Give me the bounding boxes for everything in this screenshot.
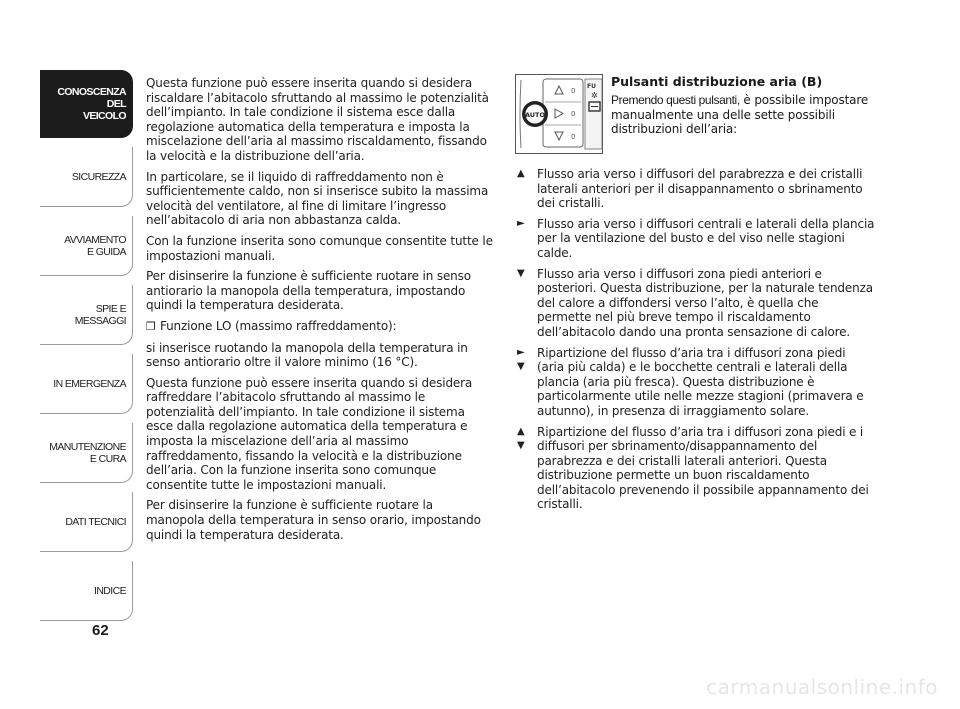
arrow-icon: ▲ xyxy=(517,168,525,179)
page-number: 62 xyxy=(92,622,109,639)
list-item xyxy=(515,267,875,340)
climate-panel-illustration xyxy=(515,74,603,154)
lo-function-title xyxy=(146,319,494,335)
list-item-text: Flusso aria verso i diffusori zona piedi anteriori e posteriori. Questa distribuzione, per la naturale tendenza del calore a diffondersi verso l’alto, è quella che permette nel più breve tempo il riscaldamento dell’abitacolo dando una pronta sensazione di calore. xyxy=(537,266,873,339)
sidebar-tab-6[interactable] xyxy=(40,492,133,552)
svg-text:0: 0 xyxy=(571,110,576,118)
sidebar-tab-0[interactable] xyxy=(40,70,133,138)
sidebar-tab-label: DEL xyxy=(106,97,126,110)
sidebar-tab-label: AVVIAMENTO xyxy=(64,233,126,246)
section-heading: Pulsanti distribuzione aria (B) xyxy=(611,74,823,89)
paragraph-4: Per disinserire la funzione è sufficiente ruotare in senso antiorario la manopola della temperatura, impostando quindi la temperatura desiderata. xyxy=(146,269,471,313)
sidebar-tab-5[interactable] xyxy=(40,423,133,483)
paragraph-3: Con la funzione inserita sono comunque consentite tutte le impostazioni manuali. xyxy=(146,233,493,263)
air-distribution-list xyxy=(515,167,875,518)
distribution-arrow-icon xyxy=(517,267,533,282)
list-item xyxy=(515,425,875,513)
sidebar-tab-3[interactable] xyxy=(40,285,133,345)
lo-function-label: Funzione LO (massimo raffreddamento): xyxy=(160,318,397,333)
sidebar-tab-7[interactable] xyxy=(40,561,133,621)
svg-text:FU: FU xyxy=(587,83,596,90)
arrow-icon: ▼ xyxy=(517,267,525,279)
paragraph-6: Questa funzione può essere inserita quando si desidera raffreddare l’abitacolo sfruttando al massimo le potenzialità dell’impianto. In tale condizione il sistema esce dalla regolazione automatica della temperatura e imposta la miscelazione dell’aria al massimo raffreddamento, fissando la velocità e la distribuzione dell’aria. Con la funzione inserita sono comunque consentite tutte le impostazioni manuali. xyxy=(146,375,473,492)
list-item xyxy=(515,346,875,419)
distribution-arrow-icon xyxy=(517,425,533,454)
list-item xyxy=(515,217,875,261)
list-item-text: Flusso aria verso i diffusori del parabrezza e dei cristalli laterali anteriori per il disappannamento o sbrinamento dei cristalli. xyxy=(537,167,863,211)
paragraph-1: Questa funzione può essere inserita quando si desidera riscaldare l’abitacolo sfruttando al massimo le potenzialità dell’impianto. In tale condizione il sistema esce dalla regolazione automatica della temperatura e imposta la miscelazione dell’aria al massimo riscaldamento, fissando la velocità e la distribuzione dell’aria. xyxy=(146,76,489,163)
arrow-icon: ▼ xyxy=(517,440,525,452)
left-column xyxy=(146,76,494,548)
paragraph-2: In particolare, se il liquido di raffreddamento non è sufficientemente caldo, non si inserisce subito la massima velocità del ventilatore, al fine di limitare l’ingresso nell’abitacolo di aria non abbastanza calda. xyxy=(146,169,489,228)
arrow-icon: ▼ xyxy=(517,361,525,373)
sidebar-tab-label: DATI TECNICI xyxy=(65,515,126,528)
sidebar-tab-label: IN EMERGENZA xyxy=(53,377,126,390)
chapter-sidebar xyxy=(40,70,133,630)
sidebar-tab-1[interactable] xyxy=(40,147,133,207)
climate-panel-drawing xyxy=(515,74,603,154)
sidebar-tab-2[interactable] xyxy=(40,216,133,276)
distribution-arrow-icon xyxy=(517,167,533,182)
watermark: carmanualsonline.info xyxy=(706,675,938,699)
sidebar-tab-label: SICUREZZA xyxy=(71,170,126,183)
sidebar-tab-label: MANUTENZIONE xyxy=(49,440,126,453)
sidebar-tab-label: MESSAGGI xyxy=(74,314,126,327)
paragraph-7: Per disinserire la funzione è sufficiente ruotare la manopola della temperatura in senso orario, impostando quindi la temperatura desiderata. xyxy=(146,498,481,542)
checkbox-bullet-icon: ❒ xyxy=(146,319,156,333)
sidebar-tab-label: SPIE E xyxy=(95,302,126,315)
sidebar-tab-label: VEICOLO xyxy=(82,109,126,122)
svg-text:0: 0 xyxy=(571,87,576,95)
intro-text: Premendo questi pulsanti, è possibile impostare manualmente una delle sette possibili distribuzioni dell’aria: xyxy=(611,93,869,137)
sidebar-tab-label: E CURA xyxy=(89,452,126,465)
sidebar-tab-4[interactable] xyxy=(40,354,133,414)
sidebar-tab-label: CONOSCENZA xyxy=(57,85,126,98)
fan-icon: ✲ xyxy=(591,91,598,100)
svg-text:0: 0 xyxy=(571,133,576,141)
distribution-arrow-icon xyxy=(517,217,533,232)
list-item xyxy=(515,167,875,211)
list-item-text: Ripartizione del flusso d’aria tra i diffusori zona piedi e i diffusori per sbrinamento/disappannamento del parabrezza e dei cristalli laterali anteriori. Questa distribuzione permette un buon riscaldamento dell’abitacolo prevenendo il possibile appannamento dei cristalli. xyxy=(537,424,869,512)
air-distribution-heading-block xyxy=(611,74,871,137)
sidebar-tab-label: INDICE xyxy=(94,584,126,597)
arrow-icon: ► xyxy=(517,217,525,229)
arrow-icon: ▲ xyxy=(517,425,525,437)
list-item-text: Ripartizione del flusso d’aria tra i diffusori zona piedi (aria più calda) e le bocchette centrali e laterali della plancia (aria più fresca). Questa distribuzione è particolarmente utile nelle mezze stagioni (primavera e autunno), in presenza di irraggiamento solare. xyxy=(537,345,864,418)
paragraph-5: si inserisce ruotando la manopola della temperatura in senso antiorario oltre il valore minimo (16 °C). xyxy=(146,340,468,370)
svg-text:AUTO: AUTO xyxy=(524,111,546,119)
arrow-icon: ► xyxy=(517,346,525,358)
sidebar-tab-label: E GUIDA xyxy=(87,245,126,258)
list-item-text: Flusso aria verso i diffusori centrali e laterali della plancia per la ventilazione del busto e del viso nelle stagioni calde. xyxy=(537,216,875,260)
distribution-arrow-icon xyxy=(517,346,533,375)
